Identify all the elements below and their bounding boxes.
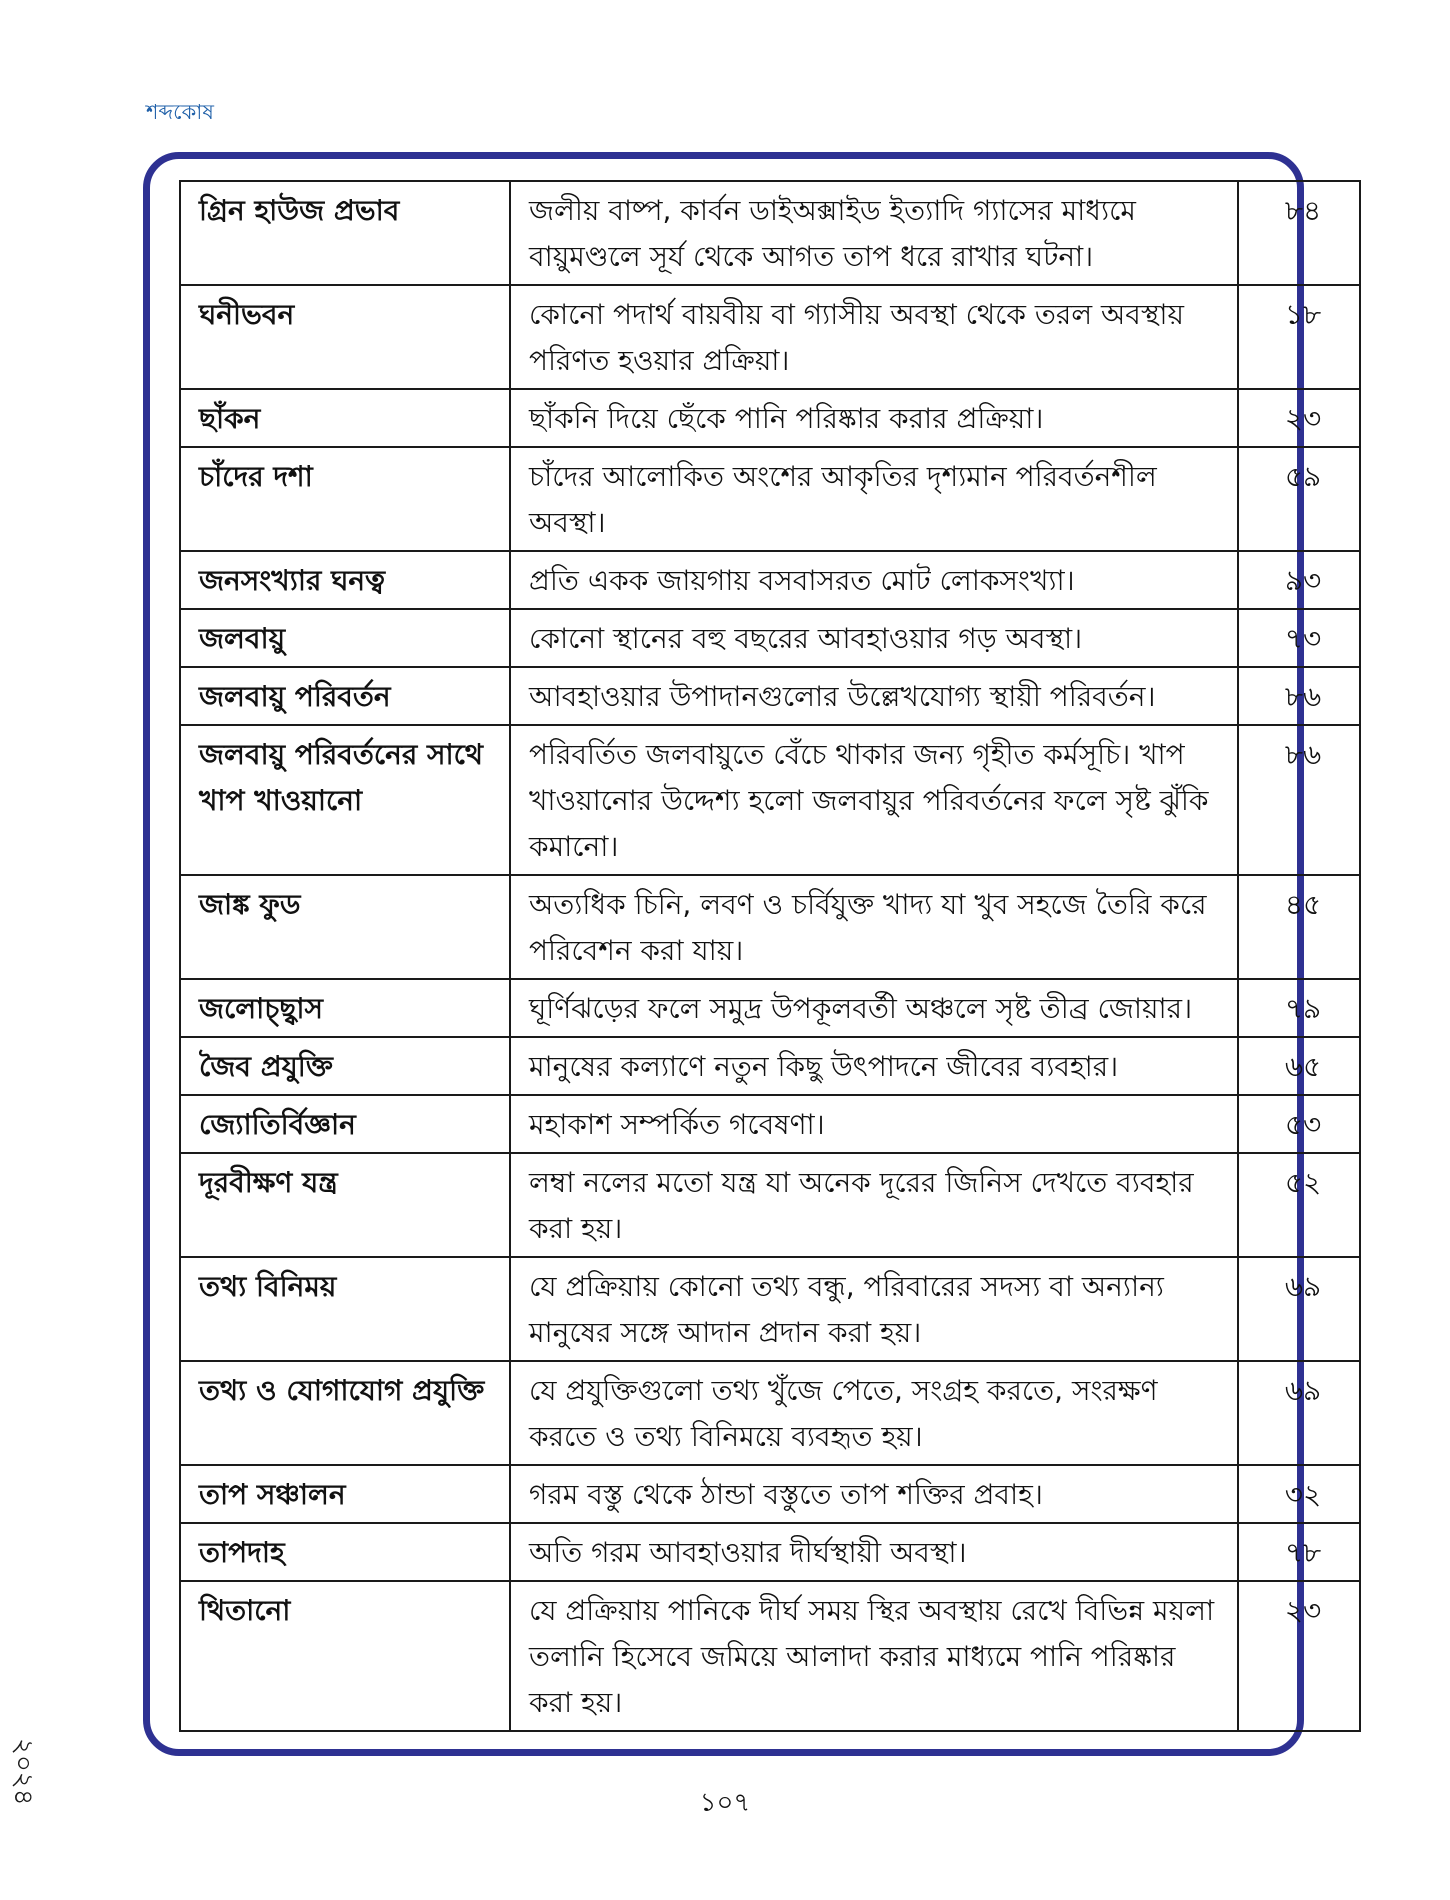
glossary-page-ref: ২৩: [1238, 1581, 1360, 1731]
glossary-definition: প্রতি একক জায়গায় বসবাসরত মোট লোকসংখ্যা।: [510, 551, 1238, 609]
glossary-definition: যে প্রক্রিয়ায় পানিকে দীর্ঘ সময় স্থির অবস্থায় রেখে বিভিন্ন ময়লা তলানি হিসেবে জমিয়ে আলাদা করার মাধ্যমে পানি পরিষ্কার করা হয়।: [510, 1581, 1238, 1731]
table-row: [180, 875, 1360, 979]
glossary-page-ref: ৬৯: [1238, 1257, 1360, 1361]
glossary-page-ref: ৭৯: [1238, 979, 1360, 1037]
table-row: [180, 1581, 1360, 1731]
table-row: [180, 1523, 1360, 1581]
table-row: [180, 285, 1360, 389]
glossary-definition: ছাঁকনি দিয়ে ছেঁকে পানি পরিষ্কার করার প্রক্রিয়া।: [510, 389, 1238, 447]
glossary-definition: মহাকাশ সম্পর্কিত গবেষণা।: [510, 1095, 1238, 1153]
glossary-term: তথ্য ও যোগাযোগ প্রযুক্তি: [180, 1361, 510, 1465]
glossary-definition: গরম বস্তু থেকে ঠান্ডা বস্তুতে তাপ শক্তির প্রবাহ।: [510, 1465, 1238, 1523]
glossary-definition: পরিবর্তিত জলবায়ুতে বেঁচে থাকার জন্য গৃহীত কর্মসূচি। খাপ খাওয়ানোর উদ্দেশ্য হলো জলবায়ুর পরিবর্তনের ফলে সৃষ্ট ঝুঁকি কমানো।: [510, 725, 1238, 875]
glossary-page-ref: ৪৫: [1238, 875, 1360, 979]
glossary-definition: অত্যধিক চিনি, লবণ ও চর্বিযুক্ত খাদ্য যা খুব সহজে তৈরি করে পরিবেশন করা যায়।: [510, 875, 1238, 979]
glossary-page-ref: ১৮: [1238, 285, 1360, 389]
glossary-term: জলবায়ু পরিবর্তন: [180, 667, 510, 725]
glossary-table: [179, 180, 1361, 1732]
glossary-page-ref: ৭৮: [1238, 1523, 1360, 1581]
glossary-page-ref: ৮৪: [1238, 181, 1360, 285]
glossary-definition: কোনো পদার্থ বায়বীয় বা গ্যাসীয় অবস্থা থেকে তরল অবস্থায় পরিণত হওয়ার প্রক্রিয়া।: [510, 285, 1238, 389]
glossary-page-ref: ৫৯: [1238, 447, 1360, 551]
glossary-page-ref: ৬৫: [1238, 1037, 1360, 1095]
glossary-term: তাপদাহ: [180, 1523, 510, 1581]
table-row: [180, 725, 1360, 875]
glossary-definition: ঘূর্ণিঝড়ের ফলে সমুদ্র উপকূলবর্তী অঞ্চলে সৃষ্ট তীব্র জোয়ার।: [510, 979, 1238, 1037]
glossary-page-ref: ৫৩: [1238, 1095, 1360, 1153]
glossary-term: থিতানো: [180, 1581, 510, 1731]
table-row: [180, 389, 1360, 447]
glossary-term: জলবায়ু পরিবর্তনের সাথে খাপ খাওয়ানো: [180, 725, 510, 875]
glossary-page-ref: ৮৬: [1238, 667, 1360, 725]
table-row: [180, 609, 1360, 667]
table-row: [180, 551, 1360, 609]
glossary-definition: যে প্রক্রিয়ায় কোনো তথ্য বন্ধু, পরিবারের সদস্য বা অন্যান্য মানুষের সঙ্গে আদান প্রদান করা হয়।: [510, 1257, 1238, 1361]
glossary-term: ছাঁকন: [180, 389, 510, 447]
table-row: [180, 1257, 1360, 1361]
glossary-term: দূরবীক্ষণ যন্ত্র: [180, 1153, 510, 1257]
glossary-term: জলোচ্ছ্বাস: [180, 979, 510, 1037]
glossary-page-ref: ৭৩: [1238, 609, 1360, 667]
glossary-term: জনসংখ্যার ঘনত্ব: [180, 551, 510, 609]
table-row: [180, 1095, 1360, 1153]
glossary-definition: চাঁদের আলোকিত অংশের আকৃতির দৃশ্যমান পরিবর্তনশীল অবস্থা।: [510, 447, 1238, 551]
table-row: [180, 447, 1360, 551]
glossary-term: জলবায়ু: [180, 609, 510, 667]
table-row: [180, 1465, 1360, 1523]
glossary-definition: কোনো স্থানের বহু বছরের আবহাওয়ার গড় অবস্থা।: [510, 609, 1238, 667]
glossary-page-ref: ৯৩: [1238, 551, 1360, 609]
glossary-term: গ্রিন হাউজ প্রভাব: [180, 181, 510, 285]
side-year-number: ২০২৪: [8, 1738, 38, 1806]
section-title: শব্দকোষ: [146, 100, 214, 124]
glossary-definition: যে প্রযুক্তিগুলো তথ্য খুঁজে পেতে, সংগ্রহ করতে, সংরক্ষণ করতে ও তথ্য বিনিময়ে ব্যবহৃত হয়।: [510, 1361, 1238, 1465]
glossary-definition: লম্বা নলের মতো যন্ত্র যা অনেক দূরের জিনিস দেখতে ব্যবহার করা হয়।: [510, 1153, 1238, 1257]
glossary-term: জাঙ্ক ফুড: [180, 875, 510, 979]
glossary-page-ref: ৮৬: [1238, 725, 1360, 875]
glossary-page-ref: ৬৯: [1238, 1361, 1360, 1465]
glossary-term: ঘনীভবন: [180, 285, 510, 389]
page-number: ১০৭: [699, 1788, 751, 1818]
glossary-page-ref: ৫২: [1238, 1153, 1360, 1257]
glossary-term: জ্যোতির্বিজ্ঞান: [180, 1095, 510, 1153]
table-row: [180, 1361, 1360, 1465]
table-row: [180, 1037, 1360, 1095]
glossary-term: জৈব প্রযুক্তি: [180, 1037, 510, 1095]
table-row: [180, 667, 1360, 725]
glossary-term: তথ্য বিনিময়: [180, 1257, 510, 1361]
glossary-page-ref: ৩২: [1238, 1465, 1360, 1523]
table-row: [180, 181, 1360, 285]
glossary-term: চাঁদের দশা: [180, 447, 510, 551]
glossary-page-ref: ২৩: [1238, 389, 1360, 447]
glossary-definition: মানুষের কল্যাণে নতুন কিছু উৎপাদনে জীবের ব্যবহার।: [510, 1037, 1238, 1095]
glossary-definition: অতি গরম আবহাওয়ার দীর্ঘস্থায়ী অবস্থা।: [510, 1523, 1238, 1581]
glossary-definition: আবহাওয়ার উপাদানগুলোর উল্লেখযোগ্য স্থায়ী পরিবর্তন।: [510, 667, 1238, 725]
glossary-term: তাপ সঞ্চালন: [180, 1465, 510, 1523]
table-row: [180, 979, 1360, 1037]
table-row: [180, 1153, 1360, 1257]
glossary-definition: জলীয় বাষ্প, কার্বন ডাইঅক্সাইড ইত্যাদি গ্যাসের মাধ্যমে বায়ুমণ্ডলে সূর্য থেকে আগত তাপ ধরে রাখার ঘটনা।: [510, 181, 1238, 285]
